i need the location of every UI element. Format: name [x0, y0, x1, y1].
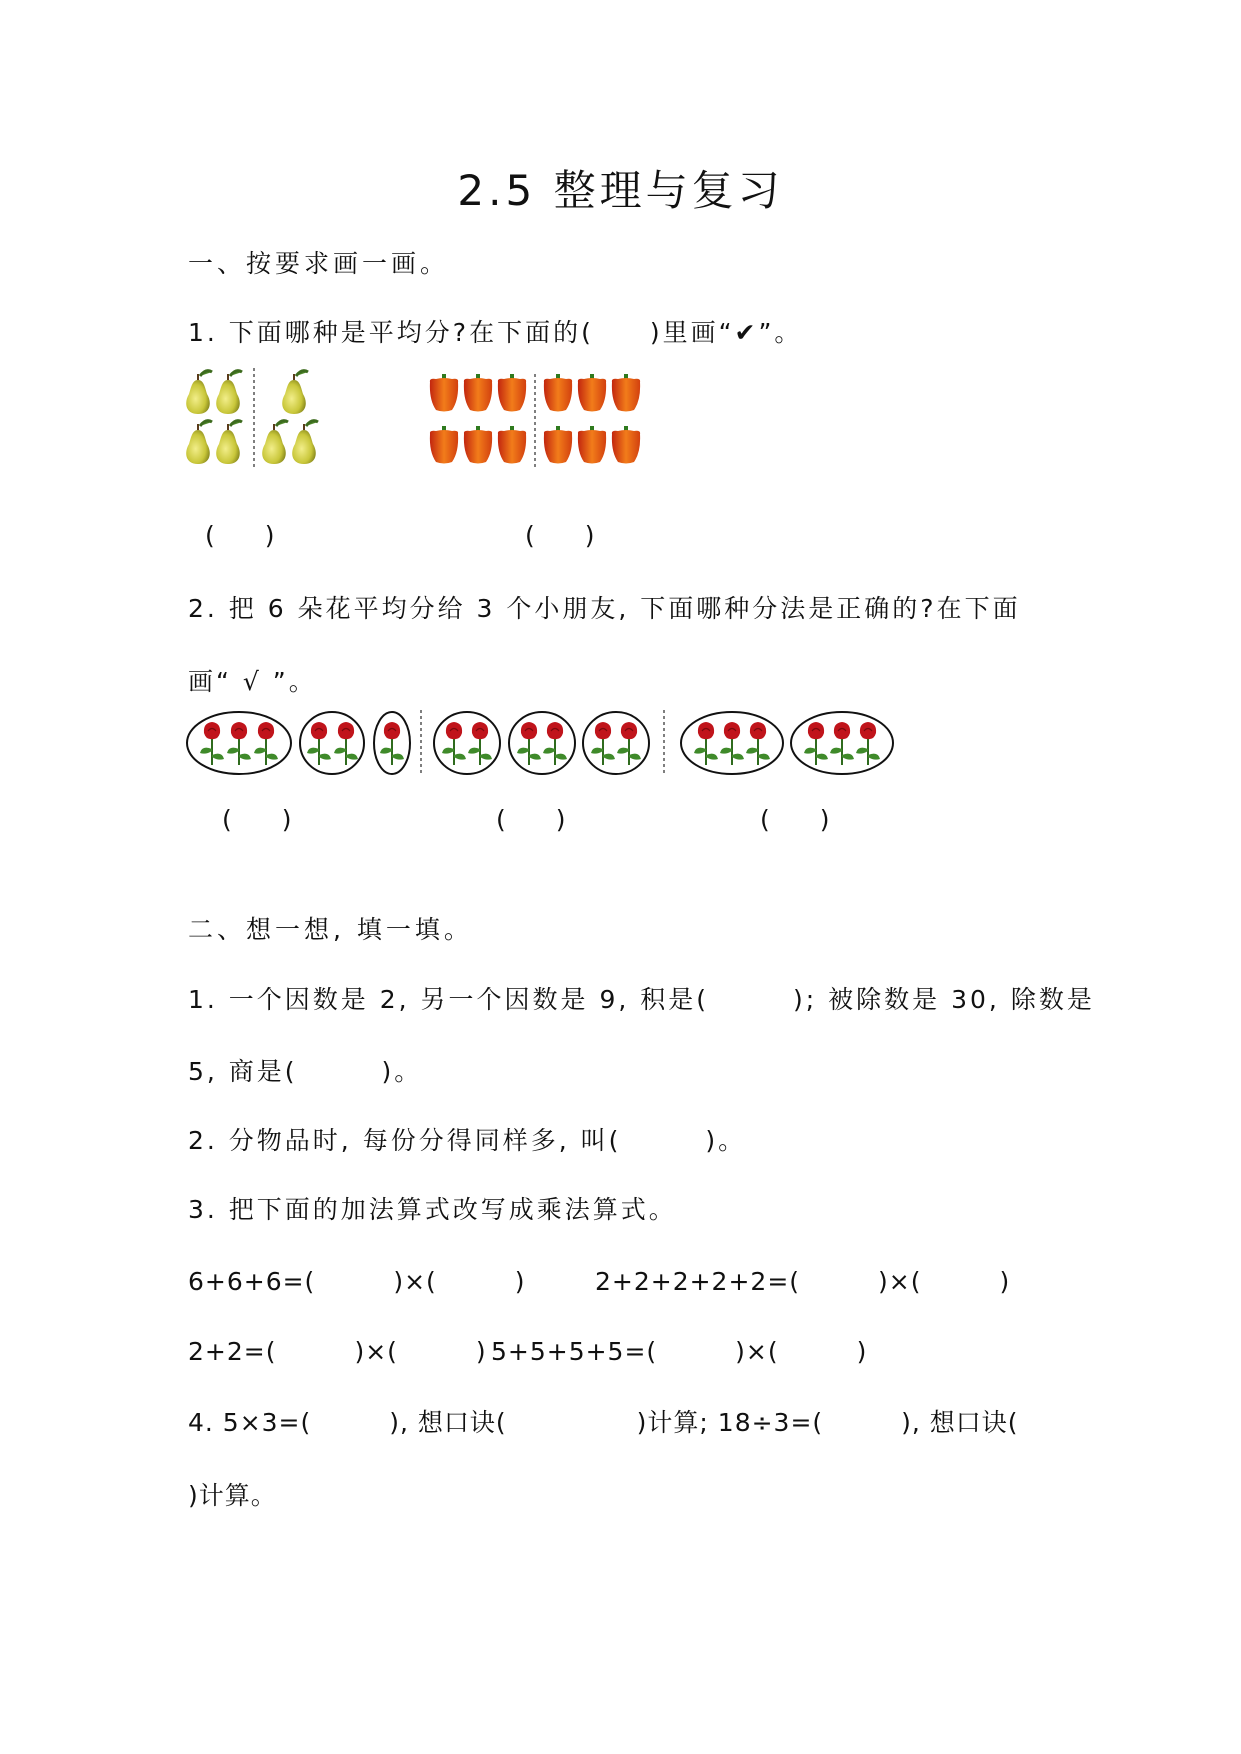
section-1-heading: 一、按要求画一画。 [188, 249, 450, 278]
equation-1: 6+6+6=( )×( ) [188, 1267, 526, 1296]
question-1-2-line-1: 2. 把 6 朵花平均分给 3 个小朋友, 下面哪种分法是正确的?在下面 [188, 594, 1021, 623]
answer-blank[interactable]: ( ) [222, 805, 292, 834]
answer-blank[interactable]: ( ) [205, 521, 275, 550]
equation-3: 2+2=( )×( ) [188, 1337, 487, 1366]
equation-2: 2+2+2+2+2=( )×( ) [595, 1267, 1011, 1296]
question-2-1-line-2: 5, 商是( )。 [188, 1057, 423, 1086]
flower-figure [186, 708, 886, 778]
pear-figure [186, 368, 336, 468]
page-title: 2.5 整理与复习 [457, 166, 784, 215]
question-2-4-line-1: 4. 5×3=( ), 想口诀( )计算; 18÷3=( ), 想口诀( [188, 1408, 1019, 1437]
pepper-figure [428, 372, 648, 472]
question-1-1-text: 1. 下面哪种是平均分?在下面的( )里画“✔”。 [188, 318, 803, 347]
equation-4: 5+5+5+5=( )×( ) [491, 1337, 868, 1366]
question-2-3: 3. 把下面的加法算式改写成乘法算式。 [188, 1195, 677, 1224]
answer-blank[interactable]: ( ) [525, 521, 595, 550]
flower-plates [187, 710, 893, 776]
question-2-1-line-1: 1. 一个因数是 2, 另一个因数是 9, 积是( ); 被除数是 30, 除数是 [188, 985, 1095, 1014]
question-2-2: 2. 分物品时, 每份分得同样多, 叫( )。 [188, 1126, 747, 1155]
answer-blank[interactable]: ( ) [496, 805, 566, 834]
pear-icon [186, 371, 318, 464]
answer-blank[interactable]: ( ) [760, 805, 830, 834]
question-1-2-line-2: 画“ √ ”。 [188, 667, 317, 696]
question-2-4-line-2: )计算。 [188, 1481, 277, 1510]
section-2-heading: 二、想一想, 填一填。 [188, 915, 473, 944]
